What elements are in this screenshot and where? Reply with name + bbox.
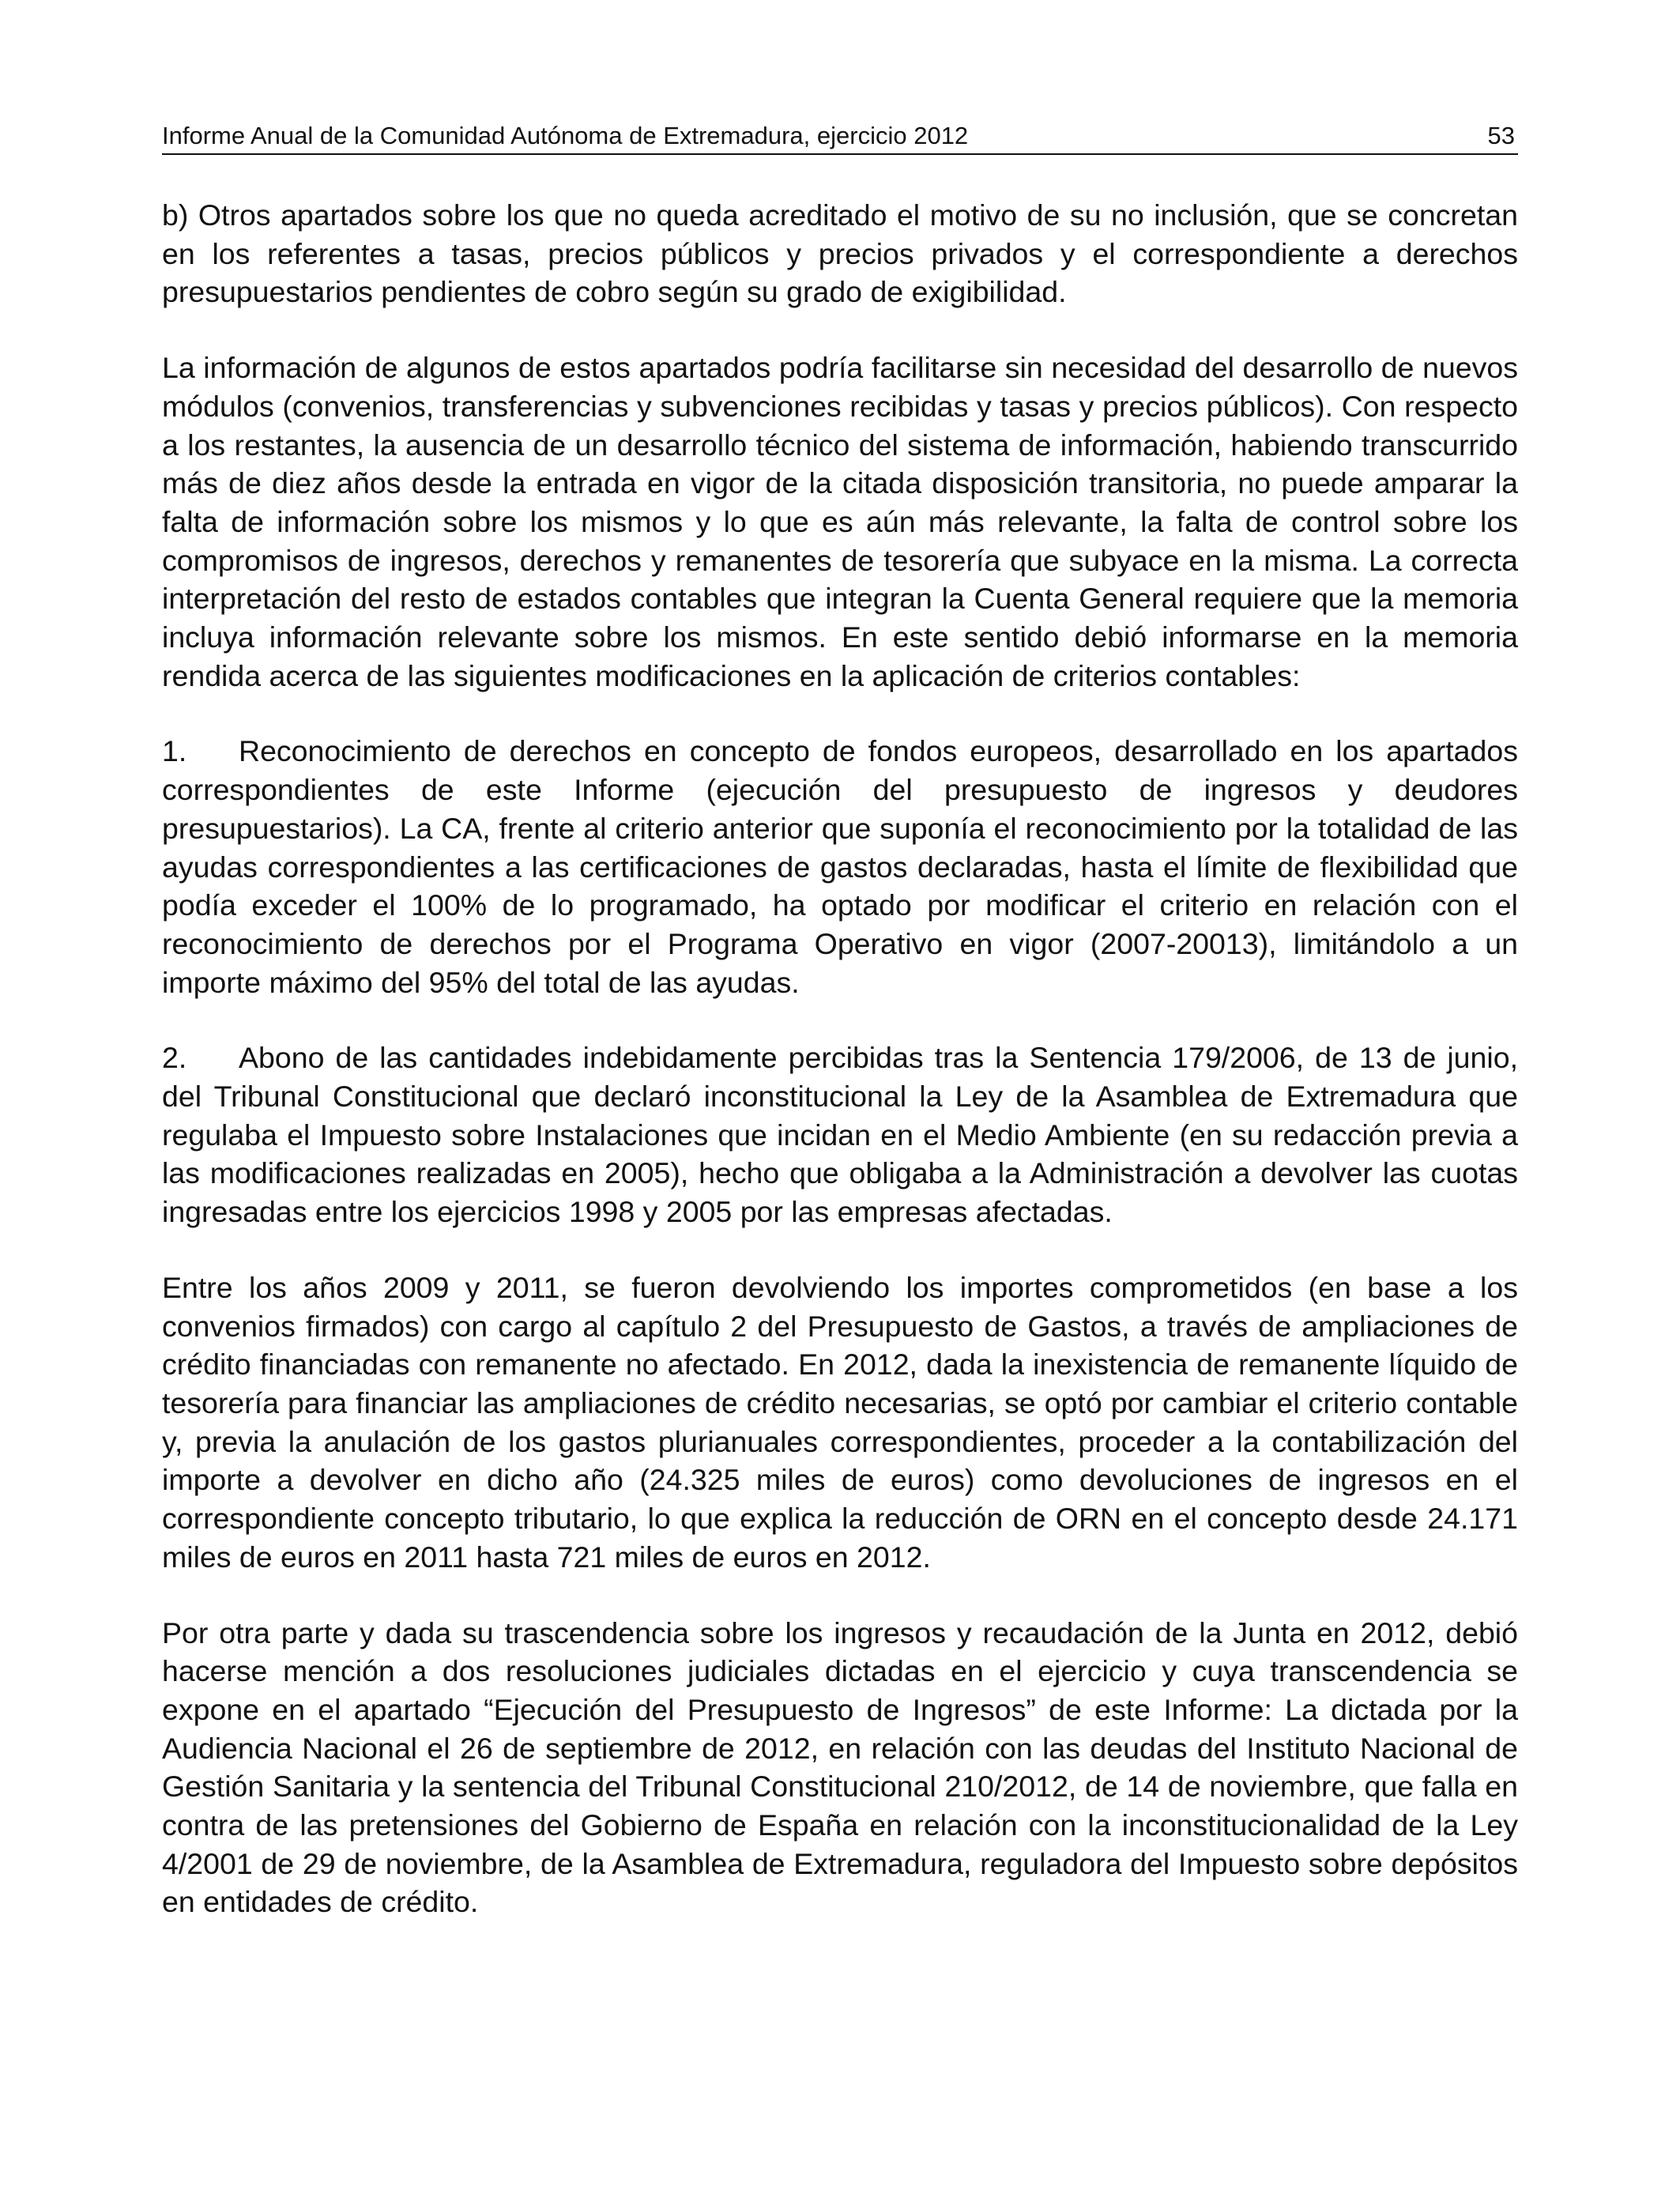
list-item-number: 2. [162,1041,187,1075]
list-item-text: Abono de las cantidades indebidamente percibidas tras la Sentencia 179/2006, de 13 de junio, del Tribunal Constitucional que declaró inconstitucional la Ley de la Asamblea de Extremadura que regulaba el Impuesto sobre Instalaciones que incidan en el Medio Ambiente (en su redacción previa a las modificaciones realizadas en 2005), hecho que obligaba a la Administración a devolver las cuotas ingresadas entre los ejercicios 1998 y 2005 por las empresas afectadas. [162,1041,1518,1229]
paragraph-text: Entre los años 2009 y 2011, se fueron devolviendo los importes comprometidos (en base a los convenios firmados) con cargo al capítulo 2 del Presupuesto de Gastos, a través de ampliaciones de crédito financiadas con remanente no afectado. En 2012, dada la inexistencia de remanente líquido de tesorería para financiar las ampliaciones de crédito necesarias, se optó por cambiar el criterio contable y, previa la anulación de los gastos plurianuales correspondientes, proceder a la contabilización del importe a devolver en dicho año (24.325 miles de euros) como devoluciones de ingresos en el correspondiente concepto tributario, lo que explica la reducción de ORN en el concepto desde 24.171 miles de euros en 2011 hasta 721 miles de euros en 2012. [162,1270,1518,1574]
paragraph-text: b) Otros apartados sobre los que no queda acreditado el motivo de su no inclusión, que se concretan en los referentes a tasas, precios públicos y precios privados y el correspondiente a derechos presupuestarios pendientes de cobro según su grado de exigibilidad. [162,198,1518,309]
list-item-1 [162,732,1518,1001]
page-number: 53 [1487,122,1515,149]
header-title: Informe Anual de la Comunidad Autónoma de Extremadura, ejercicio 2012 [162,122,969,149]
document-body [162,196,1518,1921]
list-item-number: 1. [162,734,187,768]
paragraph-text: Por otra parte y dada su trascendencia sobre los ingresos y recaudación de la Junta en 2012, debió hacerse mención a dos resoluciones judiciales dictadas en el ejercicio y cuya transcendencia se expone en el apartado “Ejecución del Presupuesto de Ingresos” de este Informe: La dictada por la Audiencia Nacional el 26 de septiembre de 2012, en relación con las deudas del Instituto Nacional de Gestión Sanitaria y la sentencia del Tribunal Constitucional 210/2012, de 14 de noviembre, que falla en contra de las pretensiones del Gobierno de España en relación con la inconstitucionalidad de la Ley 4/2001 de 29 de noviembre, de la Asamblea de Extremadura, reguladora del Impuesto sobre depósitos en entidades de crédito. [162,1615,1518,1919]
paragraph-text: La información de algunos de estos apartados podría facilitarse sin necesidad del desarrollo de nuevos módulos (convenios, transferencias y subvenciones recibidas y tasas y precios públicos). Con respecto a los restantes, la ausencia de un desarrollo técnico del sistema de información, habiendo transcurrido más de diez años desde la entrada en vigor de la citada disposición transitoria, no puede amparar la falta de información sobre los mismos y lo que es aún más relevante, la falta de control sobre los compromisos de ingresos, derechos y remanentes de tesorería que subyace en la misma. La correcta interpretación del resto de estados contables que integran la Cuenta General requiere que la memoria incluya información relevante sobre los mismos. En este sentido debió informarse en la memoria rendida acerca de las siguientes modificaciones en la aplicación de criterios contables: [162,351,1518,692]
paragraph-otros-apartados [162,196,1518,311]
paragraph-informacion [162,349,1518,695]
paragraph-resoluciones [162,1614,1518,1922]
list-item-text: Reconocimiento de derechos en concepto de fondos europeos, desarrollado en los apartados correspondientes de este Informe (ejecución del presupuesto de ingresos y deudores presupuestarios). La CA, frente al criterio anterior que suponía el reconocimiento por la totalidad de las ayudas correspondientes a las certificaciones de gastos declaradas, hasta el límite de flexibilidad que podía exceder el 100% de lo programado, ha optado por modificar el criterio en relación con el reconocimiento de derechos por el Programa Operativo en vigor (2007-20013), limitándolo a un importe máximo del 95% del total de las ayudas. [162,734,1518,999]
list-item-2 [162,1039,1518,1231]
page-header [162,119,1518,155]
paragraph-devoluciones [162,1269,1518,1577]
